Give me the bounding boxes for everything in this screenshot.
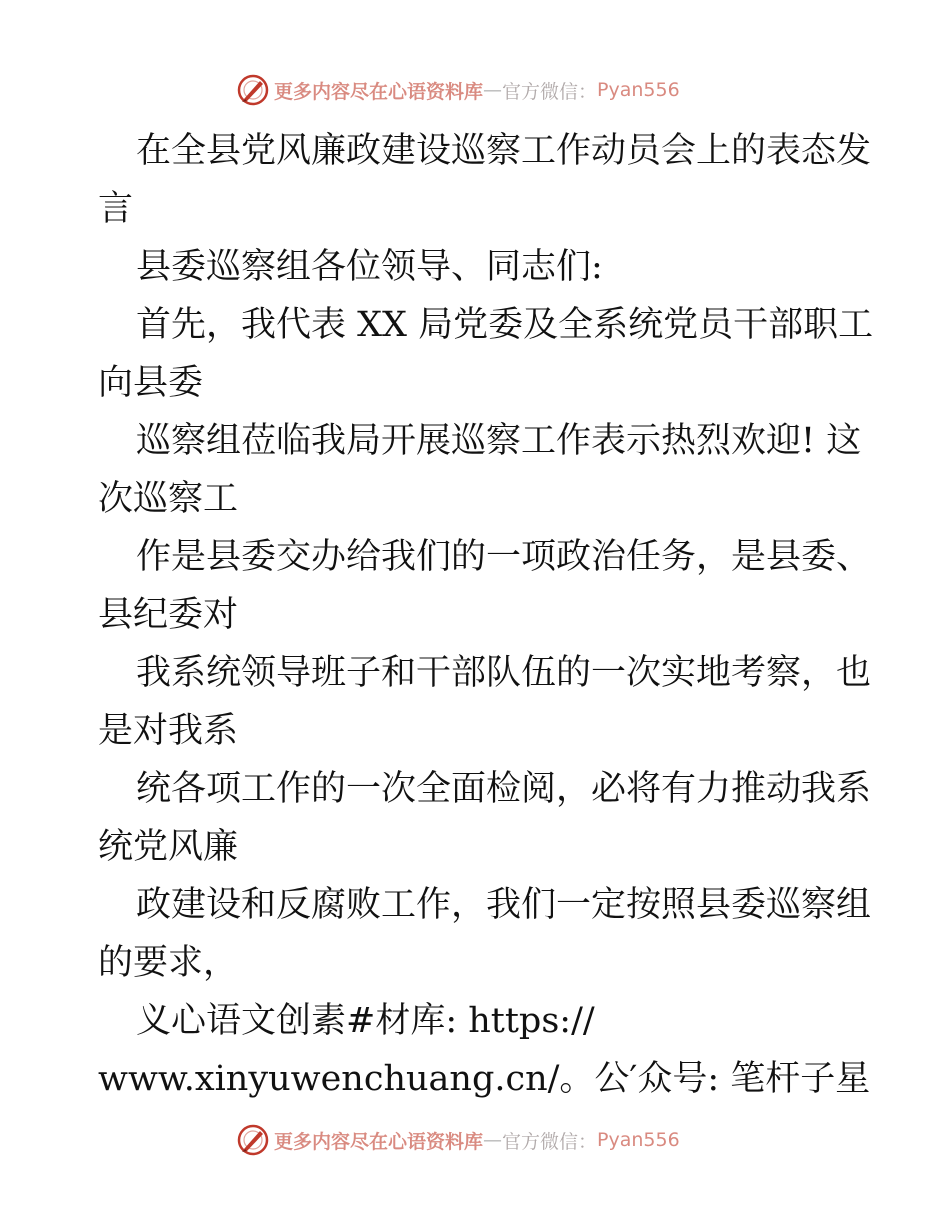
watermark-title: 更多内容尽在心语资料库 [274, 80, 484, 103]
watermark-subtitle: 官方微信： [502, 1130, 598, 1153]
paragraph-line: 次巡察工 [98, 479, 239, 519]
watermark-id: Pyan556 [597, 79, 680, 101]
title-line-1: 在全县党风廉政建设巡察工作动员会上的表态发 [136, 131, 872, 171]
paragraph-line: 的要求， [98, 943, 239, 983]
paragraph-line: 县纪委对 [98, 595, 239, 635]
watermark-subtitle: 官方微信： [502, 80, 598, 103]
title-line-2: 言 [98, 189, 134, 229]
document-body [98, 122, 874, 1108]
watermark-dash: — [483, 79, 503, 101]
paragraph-line: 统党风廉 [98, 827, 239, 867]
footer-watermark [236, 1122, 680, 1158]
source-url-line: www.xinyuwenchuang.cn/。公′众号: 笔杆子星 [98, 1059, 871, 1099]
watermark-id: Pyan556 [597, 1129, 680, 1151]
watermark-title: 更多内容尽在心语资料库 [274, 1130, 484, 1153]
salutation-line: 县委巡察组各位领导、同志们: [136, 247, 603, 287]
paragraph-line: 是对我系 [98, 711, 239, 751]
header-watermark [236, 72, 680, 108]
paragraph-line: 政建设和反腐败工作，我们一定按照县委巡察组 [136, 885, 872, 925]
paragraph-line: 巡察组莅临我局开展巡察工作表示热烈欢迎! 这 [136, 421, 862, 461]
quill-pen-logo-icon [236, 1123, 270, 1157]
watermark-dash: — [483, 1129, 503, 1151]
paragraph-line: 首先，我代表 XX 局党委及全系统党员干部职工 [136, 305, 874, 345]
source-line: 义心语文创素#材库: https:// [136, 1001, 595, 1041]
paragraph-line: 作是县委交办给我们的一项政治任务，是县委、 [136, 537, 872, 577]
paragraph-line: 我系统领导班子和干部队伍的一次实地考察，也 [136, 653, 872, 693]
paragraph-line: 向县委 [98, 363, 204, 403]
paragraph-line: 统各项工作的一次全面检阅，必将有力推动我系 [136, 769, 872, 809]
quill-pen-logo-icon [236, 73, 270, 107]
